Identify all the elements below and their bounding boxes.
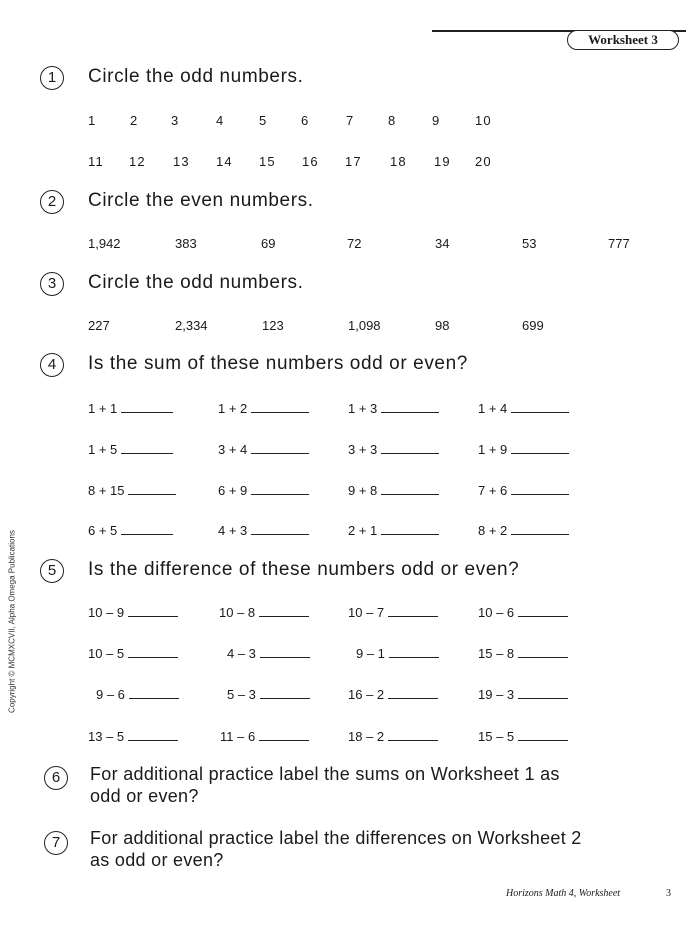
q4-problem: 1 + 3 — [348, 401, 439, 416]
question-number-1: 1 — [40, 66, 64, 90]
question-6-line-2: odd or even? — [90, 786, 199, 806]
q2-item[interactable]: 72 — [347, 236, 362, 251]
answer-blank[interactable] — [251, 452, 309, 454]
answer-blank[interactable] — [389, 656, 439, 658]
q4-problem: 7 + 6 — [478, 483, 569, 498]
answer-blank[interactable] — [128, 615, 178, 617]
q3-item[interactable]: 227 — [88, 318, 110, 333]
question-4-text: Is the sum of these numbers odd or even? — [88, 353, 468, 374]
q5-problem: 5 – 3 — [227, 687, 310, 702]
answer-blank[interactable] — [518, 739, 568, 741]
q5-problem: 15 – 5 — [478, 729, 568, 744]
q2-item[interactable]: 69 — [261, 236, 276, 251]
q5-problem: 19 – 3 — [478, 687, 568, 702]
page-number: 3 — [666, 888, 671, 899]
q4-problem: 2 + 1 — [348, 523, 439, 538]
answer-blank[interactable] — [511, 452, 569, 454]
answer-blank[interactable] — [121, 452, 173, 454]
answer-blank[interactable] — [511, 493, 569, 495]
q5-problem: 10 – 8 — [219, 605, 309, 620]
q1-item[interactable]: 8 — [388, 113, 397, 128]
answer-blank[interactable] — [381, 533, 439, 535]
q5-problem: 10 – 5 — [88, 646, 178, 661]
q4-problem: 6 + 9 — [218, 483, 309, 498]
question-number-3: 3 — [40, 272, 64, 296]
answer-blank[interactable] — [511, 533, 569, 535]
q1-item[interactable]: 10 — [475, 113, 492, 128]
footer-title: Horizons Math 4, Worksheet — [506, 888, 621, 899]
answer-blank[interactable] — [260, 656, 310, 658]
q5-problem: 10 – 6 — [478, 605, 568, 620]
q1-item[interactable]: 17 — [345, 154, 362, 169]
answer-blank[interactable] — [121, 533, 173, 535]
q4-problem: 3 + 4 — [218, 442, 309, 457]
q1-item[interactable]: 15 — [259, 154, 276, 169]
question-number-4: 4 — [40, 353, 64, 377]
answer-blank[interactable] — [381, 493, 439, 495]
q1-item[interactable]: 20 — [475, 154, 492, 169]
q5-problem: 10 – 7 — [348, 605, 438, 620]
question-7-line-2: as odd or even? — [90, 850, 224, 870]
q5-problem: 10 – 9 — [88, 605, 178, 620]
q1-item[interactable]: 13 — [173, 154, 190, 169]
q5-problem: 9 – 6 — [96, 687, 179, 702]
q1-item[interactable]: 1 — [88, 113, 97, 128]
q2-item[interactable]: 1,942 — [88, 236, 121, 251]
q3-item[interactable]: 1,098 — [348, 318, 381, 333]
question-2-text: Circle the even numbers. — [88, 190, 314, 211]
question-number-7: 7 — [44, 831, 68, 855]
q5-problem: 11 – 6 — [220, 729, 309, 744]
q5-problem: 15 – 8 — [478, 646, 568, 661]
q4-problem: 6 + 5 — [88, 523, 173, 538]
q5-problem: 4 – 3 — [227, 646, 310, 661]
question-number-2: 2 — [40, 190, 64, 214]
q5-problem: 18 – 2 — [348, 729, 438, 744]
q1-item[interactable]: 7 — [346, 113, 355, 128]
q1-item[interactable]: 11 — [88, 154, 104, 169]
copyright-notice: Copyright © MCMXCVII, Alpha Omega Publications — [7, 530, 17, 713]
answer-blank[interactable] — [388, 697, 438, 699]
q4-problem: 9 + 8 — [348, 483, 439, 498]
q1-item[interactable]: 5 — [259, 113, 268, 128]
q1-item[interactable]: 6 — [301, 113, 310, 128]
question-6-line-1: For additional practice label the sums on Worksheet 1 as — [90, 764, 560, 784]
answer-blank[interactable] — [518, 697, 568, 699]
answer-blank[interactable] — [259, 615, 309, 617]
answer-blank[interactable] — [129, 697, 179, 699]
q1-item[interactable]: 4 — [216, 113, 225, 128]
q5-problem: 16 – 2 — [348, 687, 438, 702]
question-number-6: 6 — [44, 766, 68, 790]
q2-item[interactable]: 34 — [435, 236, 450, 251]
q2-item[interactable]: 383 — [175, 236, 197, 251]
q4-problem: 1 + 4 — [478, 401, 569, 416]
answer-blank[interactable] — [381, 411, 439, 413]
answer-blank[interactable] — [128, 493, 176, 495]
q4-problem: 4 + 3 — [218, 523, 309, 538]
q5-problem: 13 – 5 — [88, 729, 178, 744]
question-number-5: 5 — [40, 559, 64, 583]
q3-item[interactable]: 2,334 — [175, 318, 208, 333]
q5-problem: 9 – 1 — [356, 646, 439, 661]
question-7-line-1: For additional practice label the differences on Worksheet 2 — [90, 828, 582, 848]
answer-blank[interactable] — [128, 739, 178, 741]
q4-problem: 1 + 2 — [218, 401, 309, 416]
q1-item[interactable]: 9 — [432, 113, 441, 128]
q4-problem: 8 + 2 — [478, 523, 569, 538]
answer-blank[interactable] — [518, 615, 568, 617]
q4-problem: 3 + 3 — [348, 442, 439, 457]
q1-item[interactable]: 16 — [302, 154, 319, 169]
answer-blank[interactable] — [251, 533, 309, 535]
answer-blank[interactable] — [260, 697, 310, 699]
q3-item[interactable]: 699 — [522, 318, 544, 333]
q1-item[interactable]: 18 — [390, 154, 407, 169]
q1-item[interactable]: 3 — [171, 113, 180, 128]
answer-blank[interactable] — [388, 615, 438, 617]
answer-blank[interactable] — [388, 739, 438, 741]
q1-item[interactable]: 19 — [434, 154, 451, 169]
answer-blank[interactable] — [381, 452, 439, 454]
q1-item[interactable]: 12 — [129, 154, 146, 169]
question-5-text: Is the difference of these numbers odd or even? — [88, 559, 520, 580]
answer-blank[interactable] — [251, 411, 309, 413]
q4-problem: 1 + 9 — [478, 442, 569, 457]
q2-item[interactable]: 777 — [608, 236, 630, 251]
q4-problem: 8 + 15 — [88, 483, 176, 498]
q1-item[interactable]: 14 — [216, 154, 233, 169]
worksheet-badge: Worksheet 3 — [567, 30, 679, 50]
answer-blank[interactable] — [259, 739, 309, 741]
q3-item[interactable]: 123 — [262, 318, 284, 333]
q4-problem: 1 + 5 — [88, 442, 173, 457]
answer-blank[interactable] — [128, 656, 178, 658]
answer-blank[interactable] — [121, 411, 173, 413]
question-1-text: Circle the odd numbers. — [88, 66, 304, 87]
answer-blank[interactable] — [518, 656, 568, 658]
question-3-text: Circle the odd numbers. — [88, 272, 304, 293]
answer-blank[interactable] — [251, 493, 309, 495]
q4-problem: 1 + 1 — [88, 401, 173, 416]
q2-item[interactable]: 53 — [522, 236, 537, 251]
q1-item[interactable]: 2 — [130, 113, 139, 128]
answer-blank[interactable] — [511, 411, 569, 413]
q3-item[interactable]: 98 — [435, 318, 450, 333]
